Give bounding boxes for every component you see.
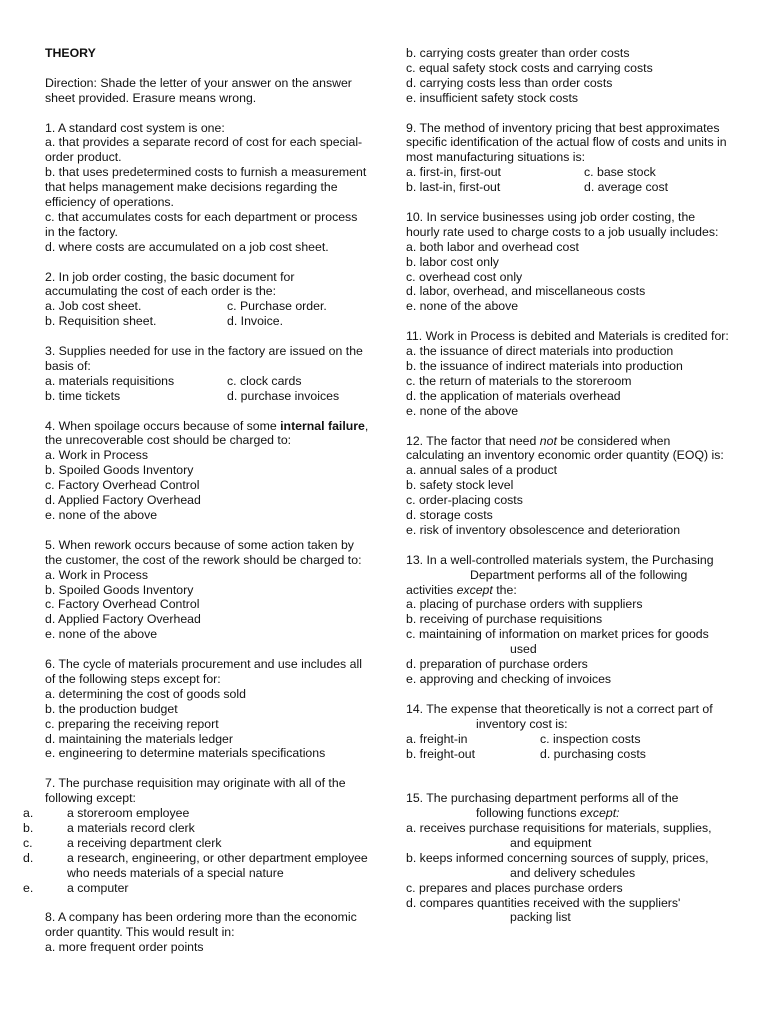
choice-d: d. purchasing costs — [540, 746, 646, 761]
choice-a: a. that provides a separate record of cost for each special-order product. — [45, 135, 363, 165]
choice-a-continued: and equipment — [510, 835, 592, 850]
choice-a: a. freight-in — [406, 731, 468, 746]
choice-c: c. Factory Overhead Control — [45, 597, 200, 612]
choice-text: a storeroom employee — [67, 806, 190, 821]
question-7 — [23, 776, 370, 895]
stem-text: 4. When spoilage occurs because of some — [45, 418, 281, 433]
question-stem: 3. Supplies needed for use in the factory are issued on the basis of: — [45, 344, 363, 373]
question-stem: 5. When rework occurs because of some action taken by the customer, the cost of the rework should be charged to: — [45, 537, 362, 567]
question-13 — [406, 553, 731, 687]
choice-c: c. base stock — [584, 165, 656, 180]
stem-text: 12. The factor that need — [406, 433, 540, 448]
choice-c: c. prepares and places purchase orders — [406, 880, 623, 895]
choice-d: d. purchase invoices — [227, 388, 340, 403]
choice-c: c. inspection costs — [540, 731, 641, 746]
choice-e: e. engineering to determine materials specifications — [45, 746, 326, 761]
choice-letter: e. — [23, 880, 34, 895]
question-stem: 11. Work in Process is debited and Materials is credited for: — [406, 329, 729, 344]
choice-letter: a. — [23, 806, 34, 821]
question-11 — [406, 329, 731, 418]
choice-a: a. annual sales of a product — [406, 463, 558, 478]
choice-c: c. Factory Overhead Control — [45, 478, 200, 493]
choice-e: e. none of the above — [45, 627, 158, 642]
choice-b: b. Spoiled Goods Inventory — [45, 582, 194, 597]
choice-a: a. Work in Process — [45, 448, 148, 463]
choice-c: c. that accumulates costs for each department or process in the factory. — [45, 209, 358, 239]
choice-text: a computer — [67, 880, 129, 895]
choice-row — [406, 180, 731, 195]
choice-d: d. where costs are accumulated on a job cost sheet. — [45, 239, 329, 254]
choice-b: b. time tickets — [45, 388, 121, 403]
choice-e — [23, 880, 370, 896]
choice-b: b. Requisition sheet. — [45, 314, 157, 329]
question-stem: 2. In job order costing, the basic document for accumulating the cost of each order is the: — [45, 269, 295, 299]
question-8-continued — [406, 46, 731, 106]
choice-e: e. insufficient safety stock costs — [406, 90, 579, 105]
choice-letter: d. — [23, 850, 34, 865]
choice-c: c. preparing the receiving report — [45, 716, 219, 731]
direction-text: Direction: Shade the letter of your answer on the answer sheet provided. Erasure means wrong. — [45, 75, 352, 105]
question-stem: 6. The cycle of materials procurement and use includes all of the following steps except for: — [45, 657, 362, 686]
choice-d: d. labor, overhead, and miscellaneous costs — [406, 284, 646, 299]
choice-b: b. labor cost only — [406, 254, 499, 269]
choice-e: e. risk of inventory obsolescence and deterioration — [406, 522, 681, 537]
question-1 — [45, 121, 370, 255]
question-stem-line: Department performs all of the following — [470, 567, 688, 582]
question-3 — [45, 344, 370, 404]
choice-a — [23, 806, 370, 821]
choice-b: b. carrying costs greater than order costs — [406, 46, 630, 60]
choice-row — [406, 732, 731, 747]
question-stem: 8. A company has been ordering more than the economic order quantity. This would result in: — [45, 910, 357, 940]
question-4 — [45, 419, 370, 523]
choice-text: a receiving department clerk — [67, 835, 222, 850]
question-stem — [406, 434, 731, 464]
choice-d: d. average cost — [584, 180, 669, 195]
choice-a: a. receives purchase requisitions for materials, supplies, — [406, 821, 712, 835]
question-stem-line: inventory cost is: — [476, 716, 568, 731]
choice-row — [45, 389, 370, 404]
choice-d: d. carrying costs less than order costs — [406, 75, 613, 90]
question-stem-line — [406, 806, 731, 821]
choice-d: d. preparation of purchase orders — [406, 657, 588, 672]
question-stem-line: 14. The expense that theoretically is not a correct part of — [406, 701, 713, 716]
question-stem-line: 13. In a well-controlled materials system, the Purchasing — [406, 552, 714, 567]
choice-letter: b. — [23, 821, 34, 835]
question-stem-line: 15. The purchasing department performs all of the — [406, 791, 679, 806]
stem-emphasis: not — [539, 433, 557, 448]
choice-c: c. overhead cost only — [406, 269, 523, 284]
choice-row — [45, 299, 370, 314]
stem-emphasis: except: — [579, 806, 620, 821]
question-stem-line — [406, 583, 731, 598]
choice-b — [23, 821, 370, 836]
stem-text: be considered when calculating an inventory economic order quantity (EOQ) is: — [406, 433, 724, 463]
choice-b: b. the issuance of indirect materials into production — [406, 358, 683, 373]
choice-b: b. safety stock level — [406, 478, 514, 493]
question-stem: 1. A standard cost system is one: — [45, 120, 225, 135]
choice-a: a. first-in, first-out — [406, 165, 501, 180]
choice-b: b. that uses predetermined costs to furnish a measurement that helps management make decisions regarding the efficiency of operations. — [45, 165, 367, 210]
choice-d: d. Invoice. — [227, 314, 284, 329]
right-column — [406, 46, 731, 925]
stem-text: , the unrecoverable cost should be charged to: — [45, 418, 369, 448]
question-stem: 7. The purchase requisition may originate with all of the following except: — [45, 776, 346, 806]
stem-emphasis: except — [456, 582, 493, 597]
question-15 — [406, 791, 731, 925]
question-10 — [406, 210, 731, 314]
choice-b: b. receiving of purchase requisitions — [406, 612, 603, 627]
choice-d: d. compares quantities received with the suppliers' — [406, 895, 681, 910]
choice-row — [406, 165, 731, 180]
choice-e: e. none of the above — [406, 403, 519, 418]
choice-c: c. order-placing costs — [406, 493, 523, 508]
choice-b: b. freight-out — [406, 746, 476, 761]
choice-a: a. the issuance of direct materials into production — [406, 344, 674, 359]
stem-emphasis: internal failure — [280, 418, 365, 433]
question-6 — [45, 657, 370, 761]
choice-row — [45, 374, 370, 389]
choice-letter: c. — [23, 835, 33, 850]
choice-c — [23, 835, 370, 851]
spacer — [406, 776, 731, 791]
choice-b: b. Spoiled Goods Inventory — [45, 463, 194, 478]
choice-d: d. Applied Factory Overhead — [45, 493, 201, 508]
question-8 — [45, 910, 370, 955]
choice-d-continued: packing list — [510, 910, 571, 925]
choice-d: d. maintaining the materials ledger — [45, 731, 233, 746]
choice-c: c. Purchase order. — [227, 299, 327, 314]
choice-d: d. the application of materials overhead — [406, 388, 621, 403]
choice-b: b. the production budget — [45, 701, 178, 716]
question-stem: 10. In service businesses using job order costing, the hourly rate used to charge costs to a job usually includes: — [406, 209, 719, 239]
question-5 — [45, 538, 370, 642]
choice-row — [45, 314, 370, 329]
question-12 — [406, 434, 731, 538]
choice-b-continued: and delivery schedules — [510, 865, 636, 880]
choice-d: d. Applied Factory Overhead — [45, 612, 201, 627]
stem-text: the: — [492, 582, 517, 597]
left-column — [23, 46, 370, 955]
choice-c: c. equal safety stock costs and carrying costs — [406, 60, 653, 75]
choice-d — [23, 850, 370, 881]
choice-a: a. determining the cost of goods sold — [45, 686, 246, 701]
choice-b: b. keeps informed concerning sources of supply, prices, — [406, 850, 709, 865]
choice-a: a. placing of purchase orders with suppliers — [406, 597, 643, 612]
choice-c: c. the return of materials to the storeroom — [406, 373, 632, 388]
question-stem — [45, 419, 370, 449]
question-2 — [45, 270, 370, 330]
choice-c-continued: used — [510, 642, 537, 657]
page-heading: THEORY — [45, 46, 96, 60]
choice-text: a materials record clerk — [67, 821, 195, 835]
choice-row — [406, 747, 731, 762]
choice-e: e. none of the above — [45, 508, 158, 523]
choice-a: a. Work in Process — [45, 567, 148, 582]
choice-c: c. clock cards — [227, 373, 302, 388]
choice-a: a. more frequent order points — [45, 940, 204, 955]
stem-text: following functions — [476, 806, 580, 821]
stem-text: activities — [406, 582, 457, 597]
choice-a: a. both labor and overhead cost — [406, 239, 579, 254]
choice-text: a research, engineering, or other department employee who needs materials of a special nature — [67, 850, 368, 880]
choice-a: a. Job cost sheet. — [45, 299, 142, 314]
choice-d: d. storage costs — [406, 508, 493, 523]
choice-c: c. maintaining of information on market prices for goods — [406, 627, 709, 642]
choice-b: b. last-in, first-out — [406, 180, 501, 195]
question-stem: 9. The method of inventory pricing that best approximates specific identification of the actual flow of costs and units in most manufacturing situations is: — [406, 120, 727, 165]
choice-a: a. materials requisitions — [45, 373, 175, 388]
choice-e: e. approving and checking of invoices — [406, 671, 612, 686]
choice-e: e. none of the above — [406, 299, 519, 314]
question-9 — [406, 121, 731, 196]
question-14 — [406, 702, 731, 762]
